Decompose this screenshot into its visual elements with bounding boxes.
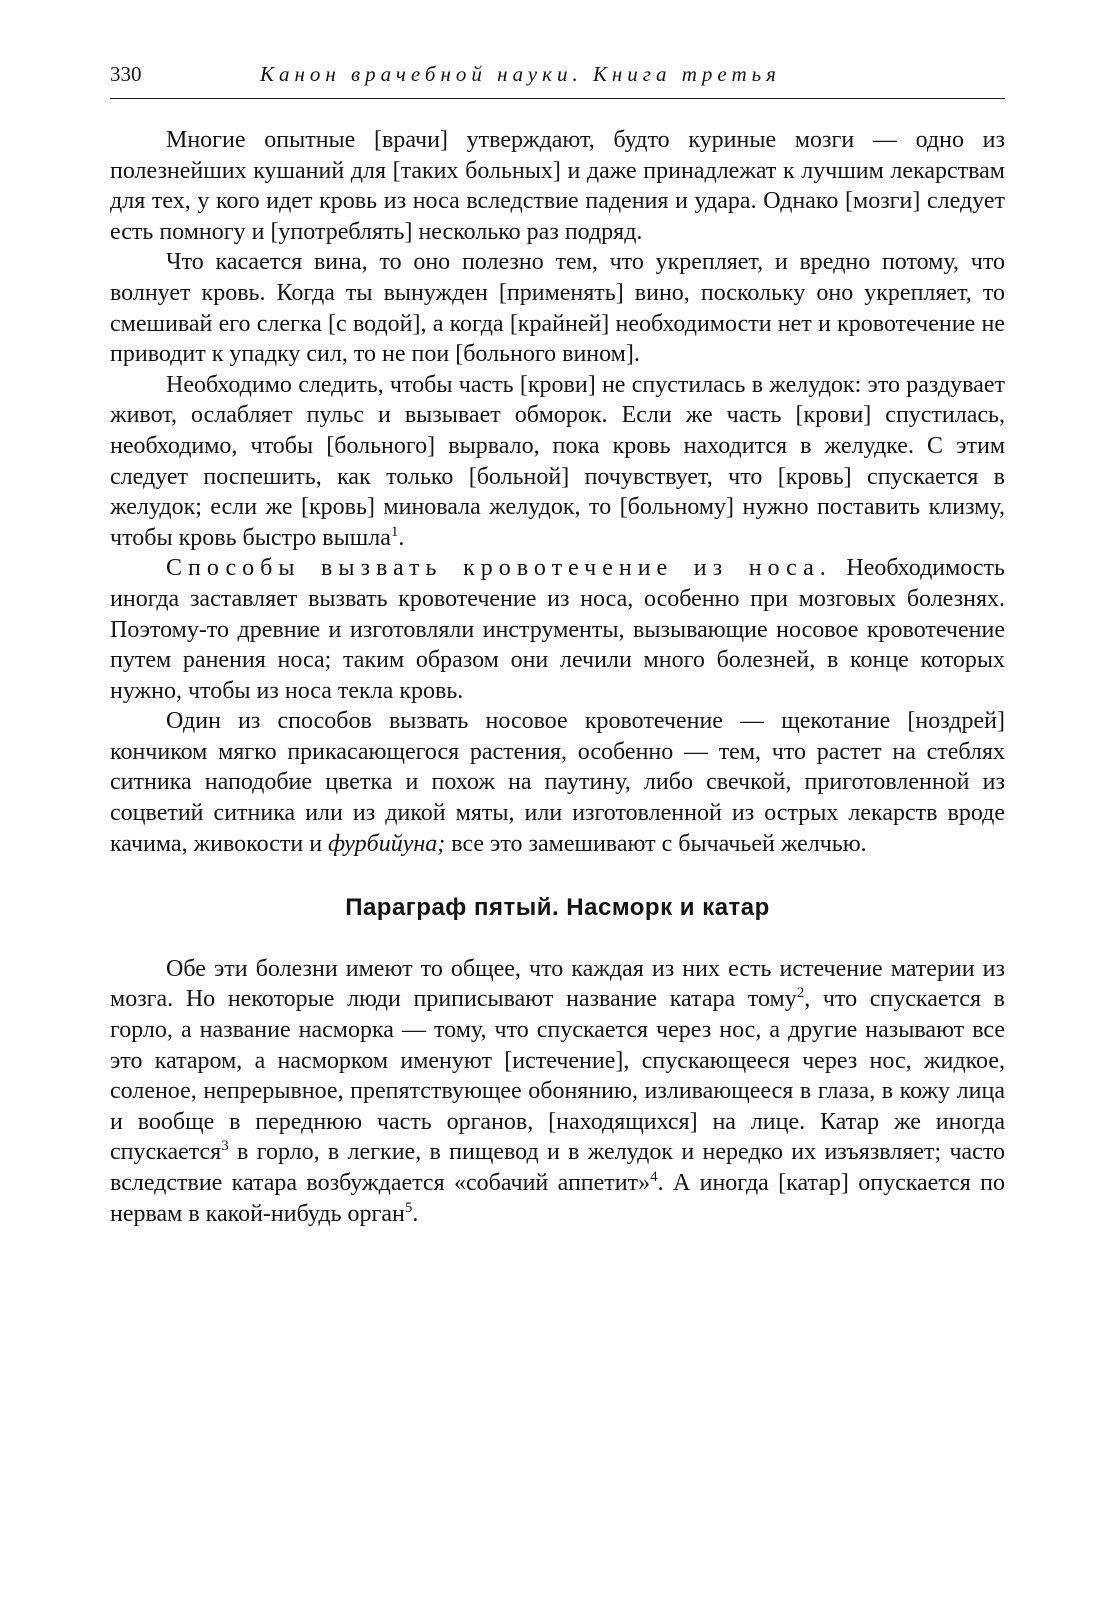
- paragraph-text: Необходимость иногда заставляет вызвать кровотечение из носа, особенно при мозговых болезнях. Поэтому-то древние и изготовляли инструменты, вызывающие носовое кровотечение путем ранения носа; таким образом они лечили много болезней, в конце которых нужно, чтобы из носа текла кровь.: [110, 555, 1005, 704]
- footnote-ref-3[interactable]: 3: [221, 1138, 229, 1155]
- paragraph: [110, 954, 1005, 1229]
- paragraph-text: все это замешивают с бычачьей желчью.: [445, 830, 867, 857]
- paragraph-text: в горло, в легкие, в пищевод и в желудок и нередко их изъязвляет; часто вследствие катара возбуждается «собачий аппетит»: [110, 1139, 1005, 1196]
- paragraph-text: , что спускается в горло, а название насморка — тому, что спускается через нос, а другие называют все это катаром, а насморком именуют [истечение], спускающееся через нос, жидкое, соленое, непрерывное, препятствующее обонянию, изливающееся в глаза, в кожу лица и вообще в переднюю часть органов, [находящихся] на лице. Катар же иногда спускается: [110, 986, 1006, 1166]
- section-heading: Параграф пятый. Насморк и катар: [345, 894, 770, 922]
- page-number: 330: [110, 62, 142, 86]
- paragraph: [110, 125, 1005, 247]
- paragraph-text: Обе эти болезни имеют то общее, что каждая из них есть истечение материи из мозга. Но некоторые люди приписывают название катара тому: [110, 955, 1005, 1013]
- paragraph-text: Необходимо следить, чтобы часть [крови] не спустилась в желудок: это раздувает живот, ослабляет пульс и вызывает обморок. Если же часть [крови] спустилась, необходимо, чтобы [больного] вырвало, пока кровь находится в желудке. С этим следует поспешить, как только [больной] почувствует, что [кровь] спускается в желудок; если же [кровь] миновала желудок, то [больному] нужно поставить клизму, чтобы кровь быстро вышла: [110, 371, 1005, 551]
- footnote-ref-1[interactable]: 1: [390, 523, 399, 540]
- book-page: [110, 62, 1005, 1229]
- running-title: Канон врачебной науки. Книга третья: [260, 62, 781, 86]
- footnote-ref-5[interactable]: 5: [404, 1199, 413, 1216]
- footnote-ref-4[interactable]: 4: [650, 1169, 658, 1185]
- paragraph: [110, 247, 1005, 369]
- paragraph: [110, 553, 1005, 706]
- footnote-ref-2[interactable]: 2: [796, 985, 805, 1002]
- paragraph-text: Один из способов вызвать носовое кровотечение — щекотание [ноздрей] кончиком мягко прикасающегося растения, особенно — тем, что растет на стеблях ситника наподобие цветка и похож на паутину, либо свечкой, приготовленной из соцветий ситника или из дикой мяты, или изготовленной из острых лекарств вроде качима, живокости и: [110, 708, 1005, 857]
- paragraph-text: .: [398, 524, 405, 551]
- subsection-title: Способы вызвать кровотечение из носа.: [166, 555, 832, 582]
- paragraph-text: Что касается вина, то оно полезно тем, что укрепляет, и вредно потому, что волнует кровь. Когда ты вынужден [применять] вино, поскольку оно укрепляет, то смешивай его слегка [с водой], а когда [крайней] необходимости нет и кровотечение не приводит к упадку сил, то не пои [больного вином].: [110, 249, 1005, 368]
- body-text: [110, 125, 1005, 1229]
- paragraph: [110, 370, 1005, 554]
- paragraph-text: Многие опытные [врачи] утверждают, будто куриные мозги — одно из полезнейших кушаний для [таких больных] и даже принадлежат к лучшим лекарствам для тех, у кого идет кровь из носа вследствие падения и удара. Однако [мозги] следует есть помногу и [употреблять] несколько раз подряд.: [110, 127, 1005, 245]
- italic-term: фурбийуна;: [328, 830, 446, 857]
- paragraph: [110, 706, 1005, 859]
- running-header: [110, 62, 1005, 99]
- paragraph-text: .: [412, 1200, 419, 1227]
- paragraph-text: . А иногда [катар] опускается по нервам в какой-нибудь орган: [110, 1170, 1005, 1227]
